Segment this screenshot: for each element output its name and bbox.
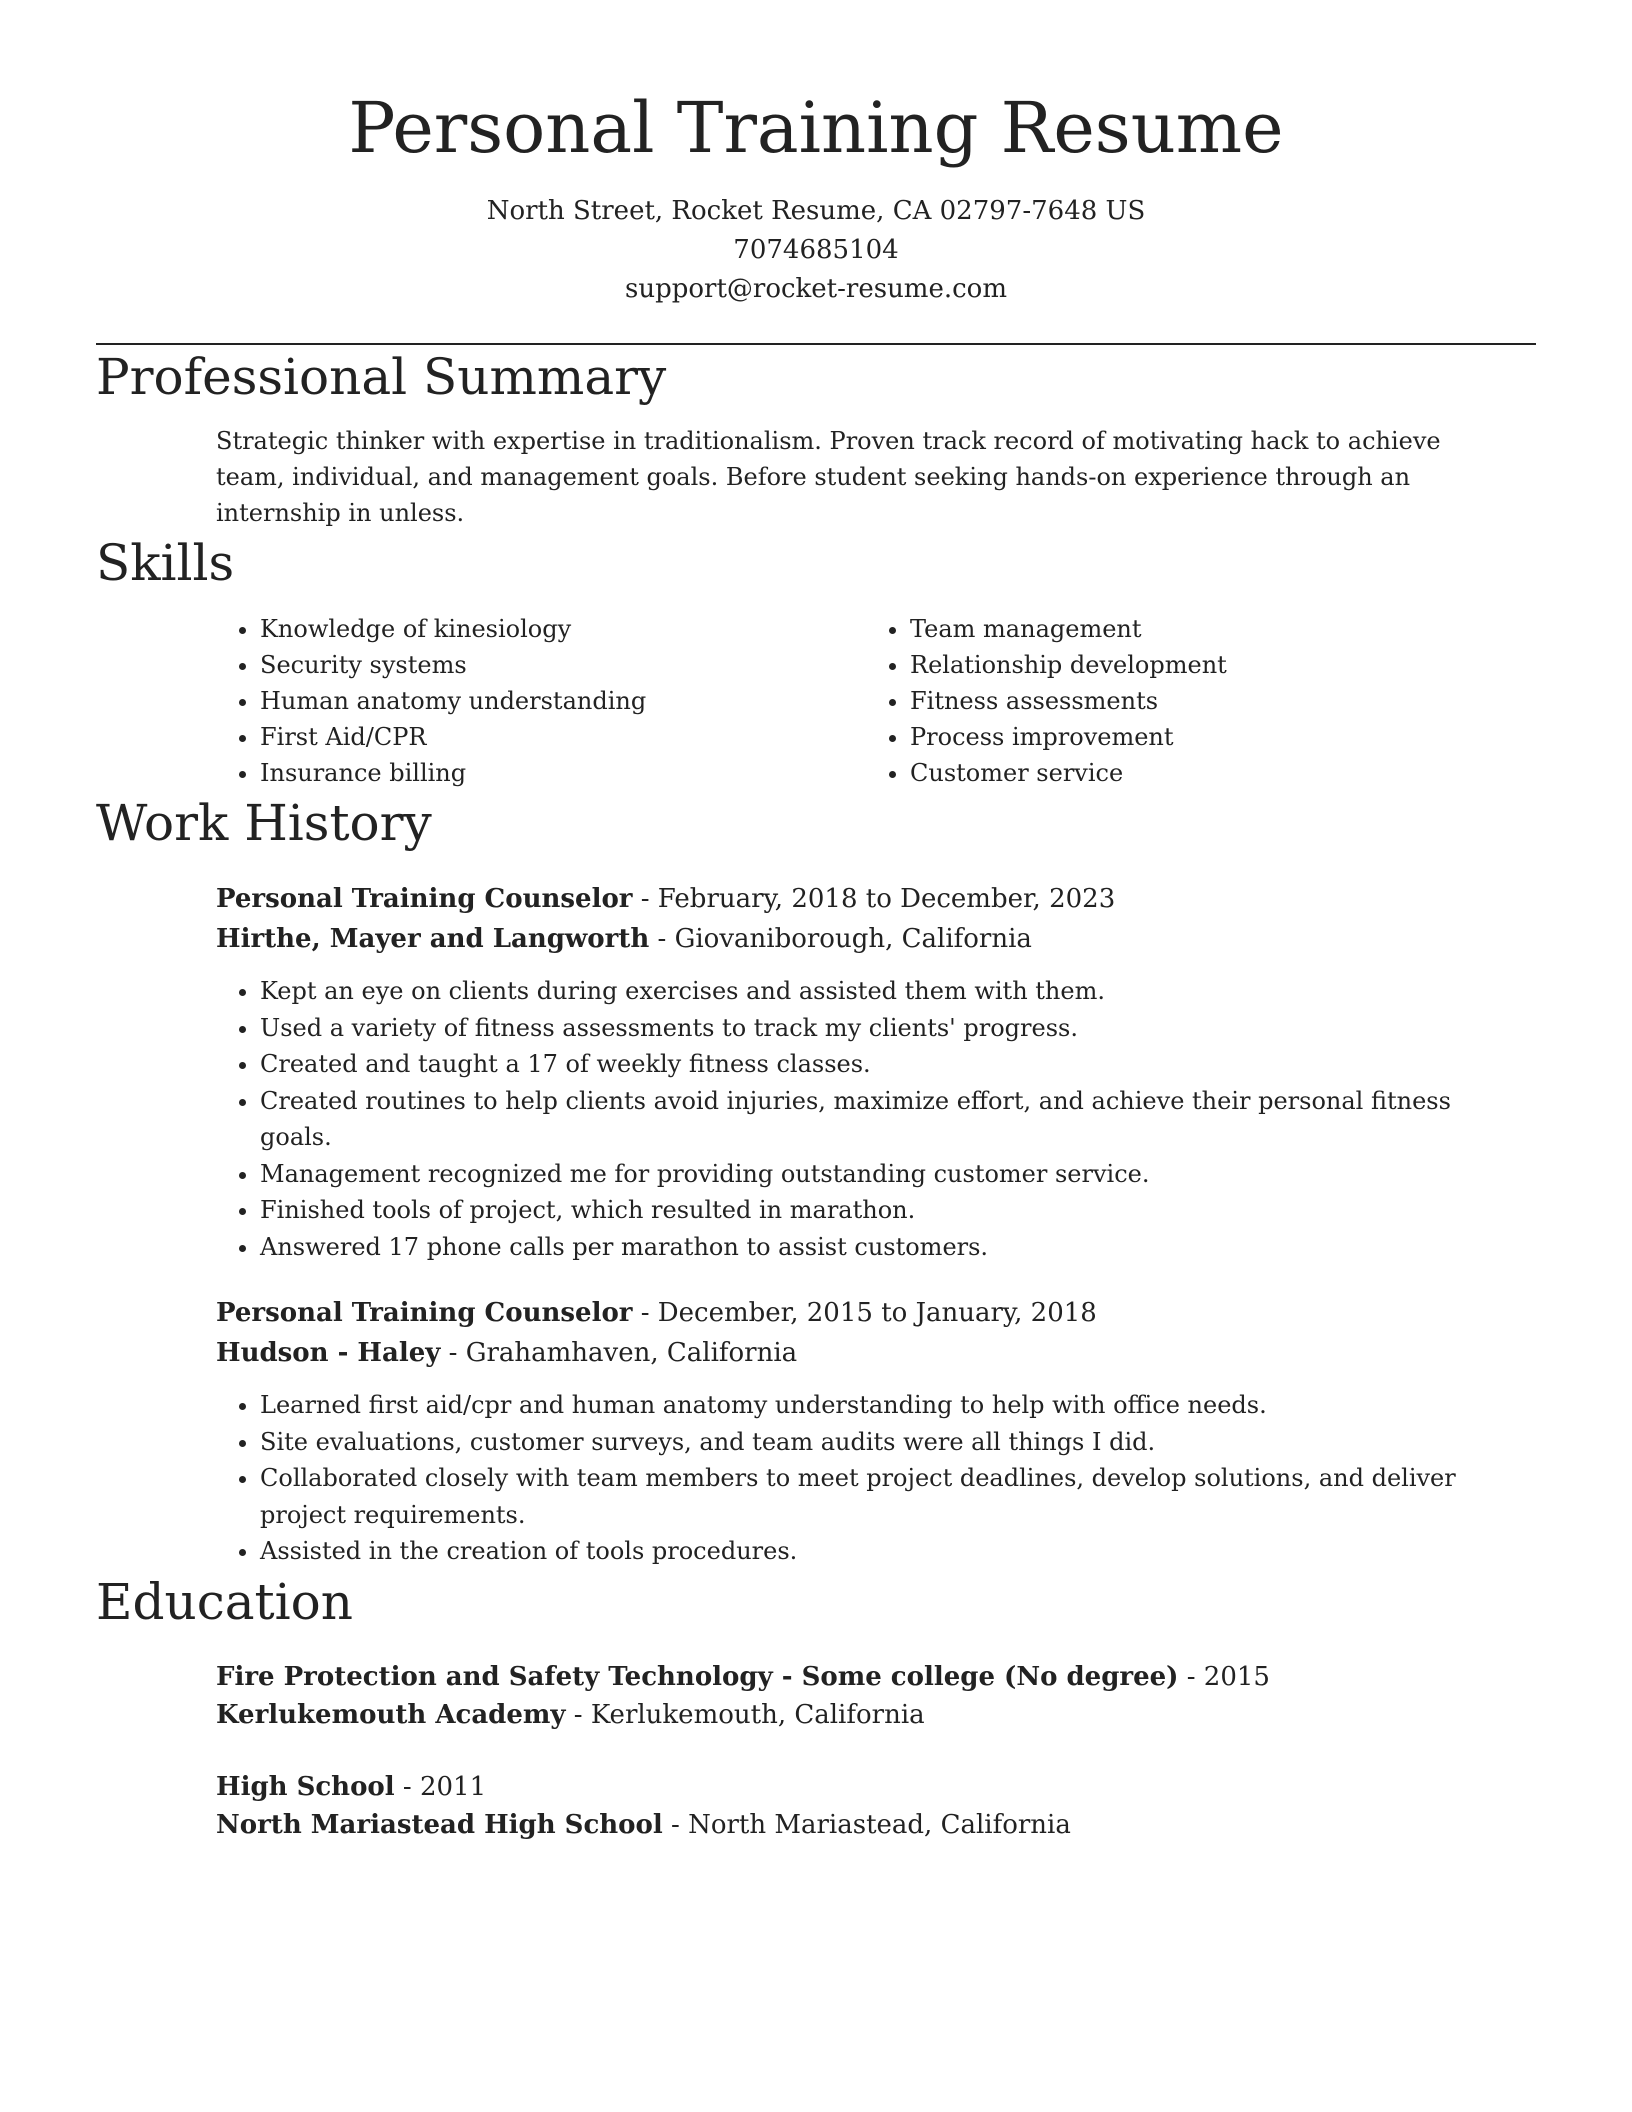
education-location: - North Mariastead, California xyxy=(662,1809,1071,1840)
job-company-line xyxy=(216,919,1536,959)
job-company-line xyxy=(216,1333,1536,1373)
job-bullets xyxy=(216,973,1492,1265)
education-school-line xyxy=(216,1806,1536,1844)
skill-item: • First Aid/CPR xyxy=(260,719,866,755)
job-bullet: • Used a variety of fitness assessments to track my clients' progress. xyxy=(260,1010,1492,1047)
education-year: - 2015 xyxy=(1178,1661,1270,1692)
skill-item: • Knowledge of kinesiology xyxy=(260,611,866,647)
job-bullet: • Finished tools of project, which resulted in marathon. xyxy=(260,1192,1492,1229)
skills-list xyxy=(216,611,1536,791)
job-dates: - February, 2018 to December, 2023 xyxy=(632,884,1116,914)
education-entry xyxy=(216,1658,1536,1734)
job-location: - Giovaniborough, California xyxy=(649,924,1032,954)
summary-heading: Professional Summary xyxy=(96,348,667,406)
education-program-line xyxy=(216,1658,1536,1696)
job-entry xyxy=(216,879,1536,1265)
job-entry xyxy=(216,1293,1536,1570)
job-position: Personal Training Counselor xyxy=(216,884,633,914)
education-school-line xyxy=(216,1696,1536,1734)
education-year: - 2011 xyxy=(394,1771,487,1802)
job-bullet: • Management recognized me for providing outstanding customer service. xyxy=(260,1156,1492,1193)
education-program: High School xyxy=(216,1771,395,1802)
skills-column-left xyxy=(216,611,866,791)
job-bullet: • Created and taught a 17 of weekly fitness classes. xyxy=(260,1046,1492,1083)
skill-item: • Process improvement xyxy=(910,719,1227,755)
skill-item: • Relationship development xyxy=(910,647,1227,683)
skill-item: • Customer service xyxy=(910,755,1227,791)
contact-info xyxy=(96,192,1536,309)
education-location: - Kerlukemouth, California xyxy=(565,1699,925,1730)
education-entry xyxy=(216,1768,1536,1844)
work-history-heading: Work History xyxy=(96,794,432,852)
job-company: Hudson - Haley xyxy=(216,1338,441,1368)
resume-header xyxy=(96,0,1536,309)
skills-column-right xyxy=(866,611,1227,791)
contact-email: support@rocket-resume.com xyxy=(624,274,1007,304)
skill-item: • Security systems xyxy=(260,647,866,683)
education-heading: Education xyxy=(96,1572,353,1631)
job-dates: - December, 2015 to January, 2018 xyxy=(632,1298,1097,1328)
job-title-line xyxy=(216,879,1536,919)
job-bullet: • Learned first aid/cpr and human anatomy understanding to help with office needs. xyxy=(260,1387,1492,1424)
education-school: North Mariastead High School xyxy=(216,1809,663,1840)
job-bullet: • Collaborated closely with team members to meet project deadlines, develop solutions, and deliver project requirements. xyxy=(260,1460,1492,1533)
job-company: Hirthe, Mayer and Langworth xyxy=(216,924,650,954)
job-position: Personal Training Counselor xyxy=(216,1298,633,1328)
job-location: - Grahamhaven, California xyxy=(440,1338,798,1368)
summary-text: Strategic thinker with expertise in traditionalism. Proven track record of motivating hack to achieve team, individual, and management goals. Before student seeking hands-on experience through an internship in unless. xyxy=(216,427,1441,527)
job-title-line xyxy=(216,1293,1536,1333)
skill-item: • Fitness assessments xyxy=(910,683,1227,719)
skill-item: • Insurance billing xyxy=(260,755,866,791)
contact-address: North Street, Rocket Resume, CA 02797-7648 US xyxy=(486,196,1146,226)
resume-title: Personal Training Resume xyxy=(348,87,1284,169)
education-school: Kerlukemouth Academy xyxy=(216,1699,566,1730)
education-program-line xyxy=(216,1768,1536,1806)
job-bullet: • Kept an eye on clients during exercises and assisted them with them. xyxy=(260,973,1492,1010)
job-bullet: • Site evaluations, customer surveys, and team audits were all things I did. xyxy=(260,1424,1492,1461)
skills-heading: Skills xyxy=(96,534,235,592)
education-program: Fire Protection and Safety Technology - Some college (No degree) xyxy=(216,1661,1179,1692)
job-bullet: • Assisted in the creation of tools procedures. xyxy=(260,1533,1492,1570)
skill-item: • Team management xyxy=(910,611,1227,647)
job-bullet: • Answered 17 phone calls per marathon to assist customers. xyxy=(260,1229,1492,1266)
skill-item: • Human anatomy understanding xyxy=(260,683,866,719)
job-bullets xyxy=(216,1387,1492,1570)
job-bullet: • Created routines to help clients avoid injuries, maximize effort, and achieve their personal fitness goals. xyxy=(260,1083,1492,1156)
contact-phone: 7074685104 xyxy=(733,235,899,265)
